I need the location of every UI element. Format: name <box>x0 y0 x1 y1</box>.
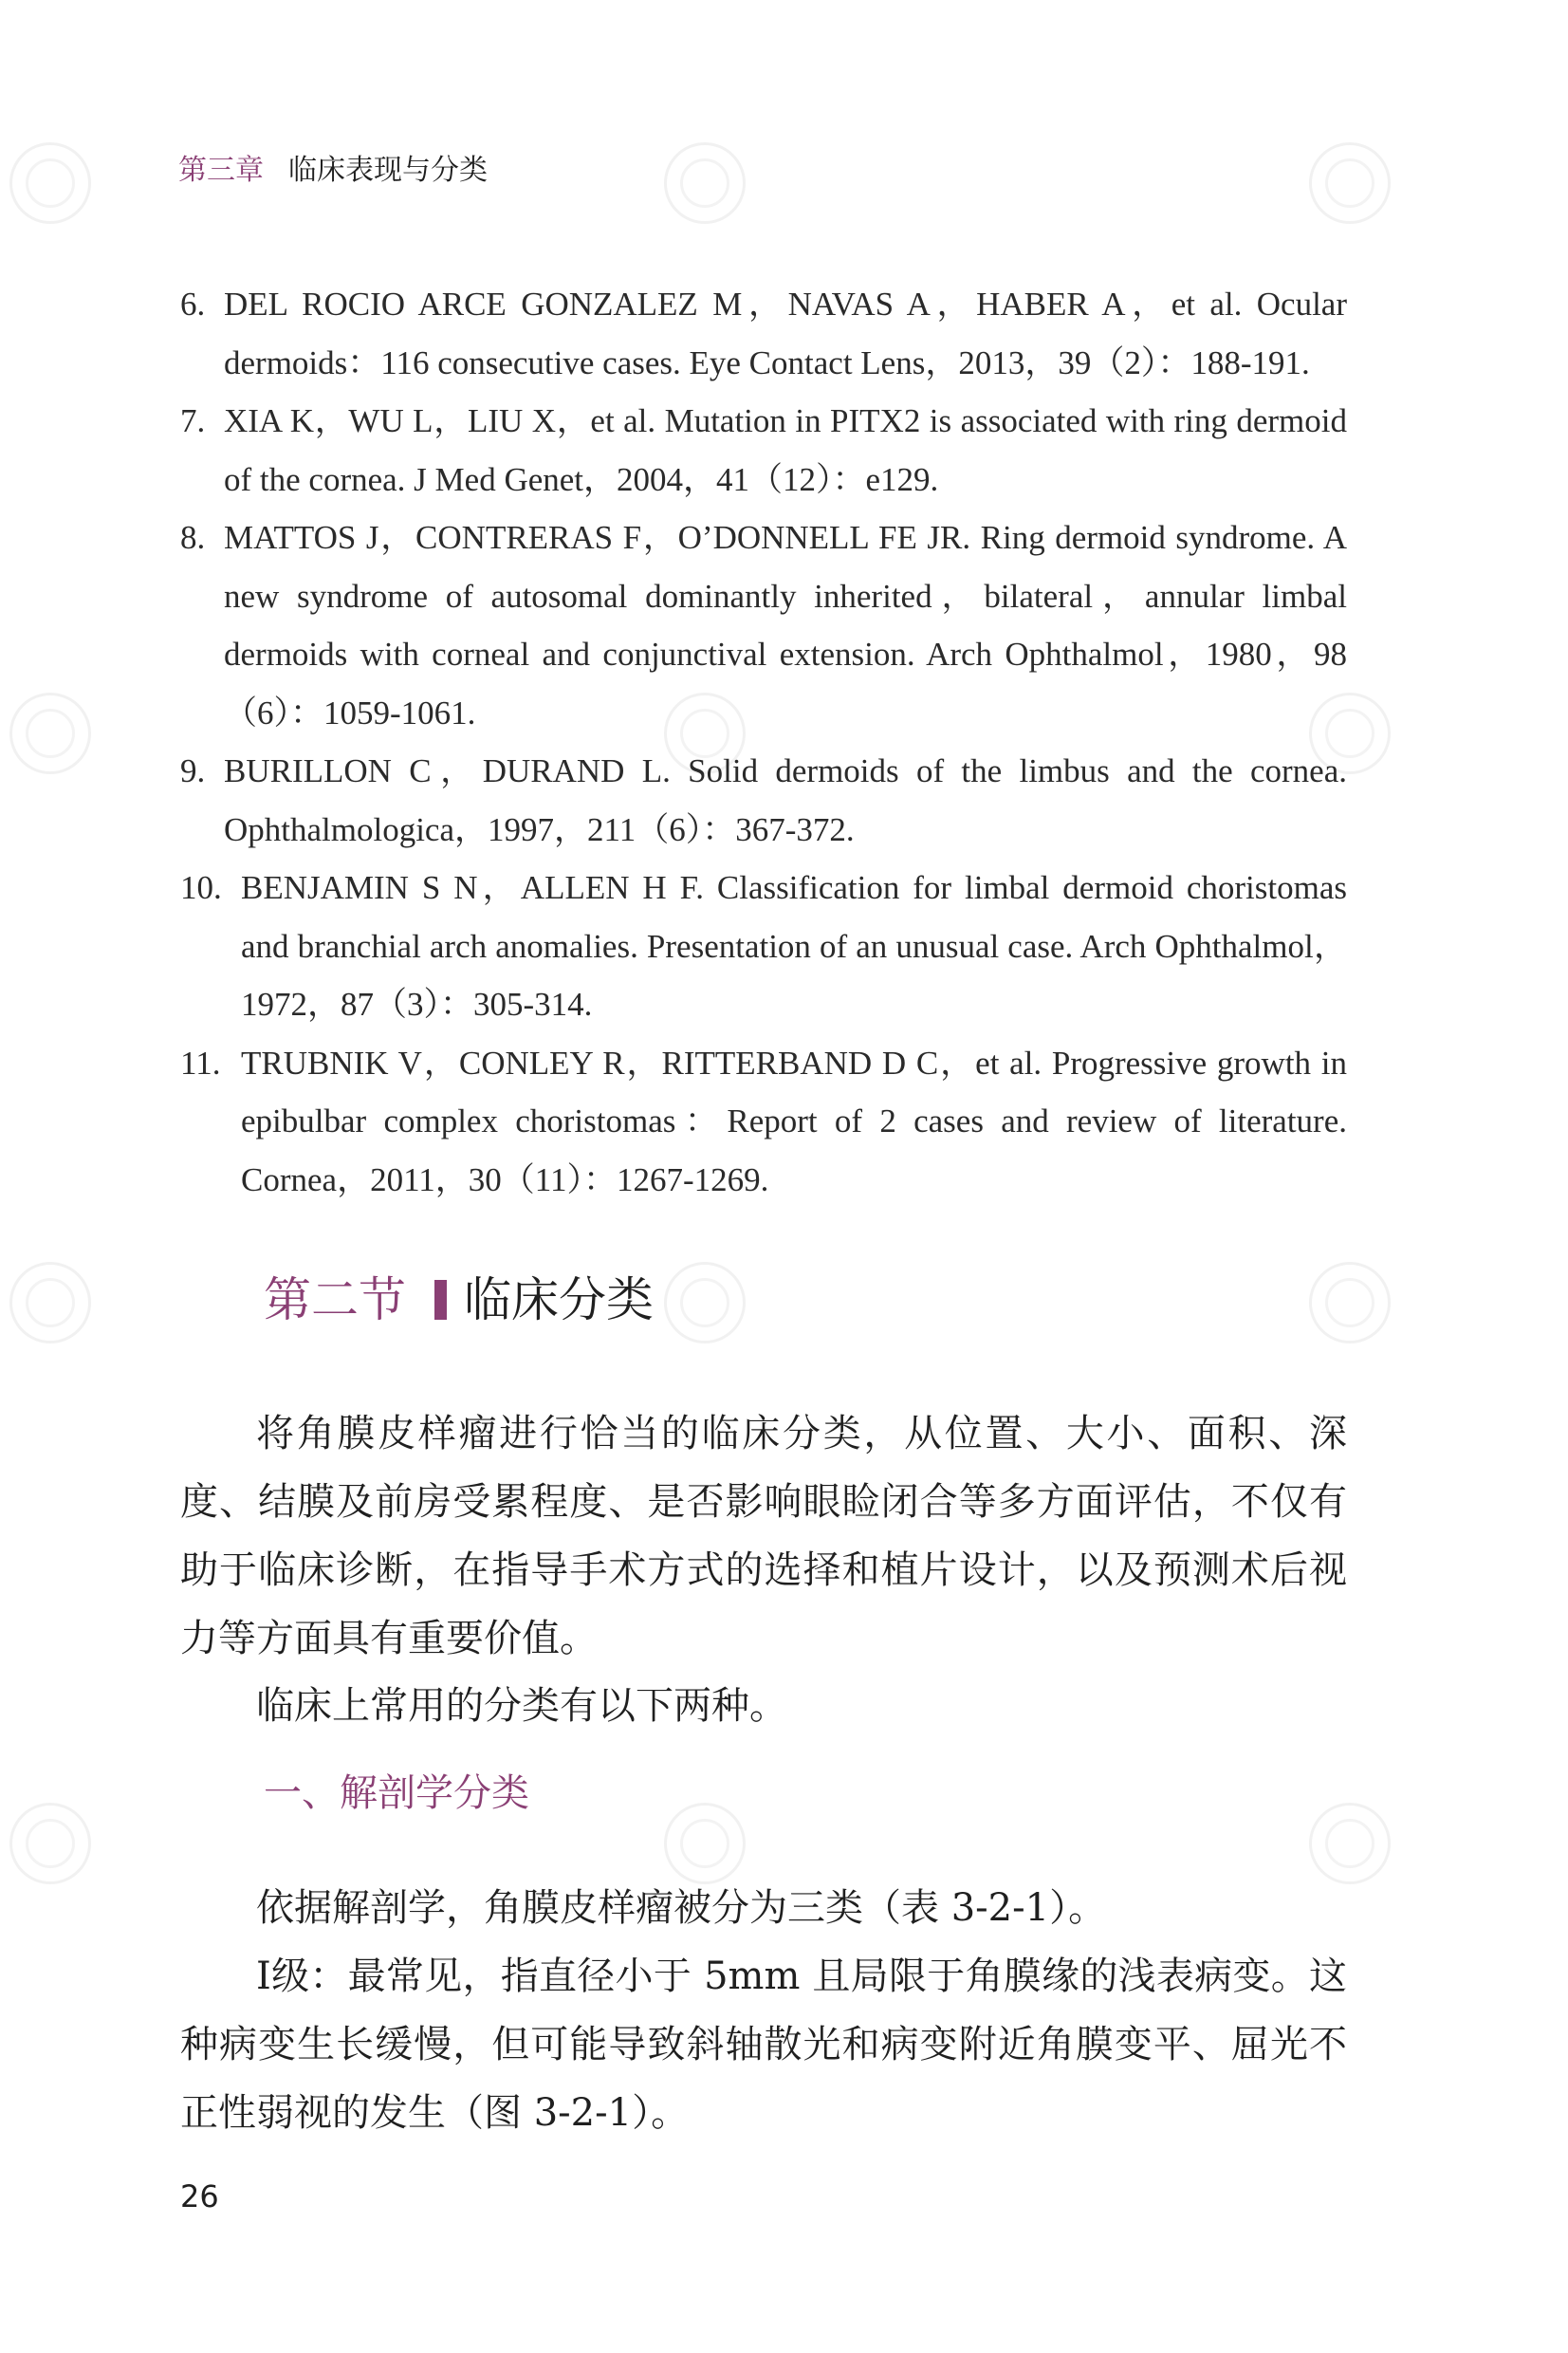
watermark-seal-icon <box>9 693 91 774</box>
watermark-seal-icon <box>1309 1262 1391 1343</box>
reference-item <box>180 1034 1347 1210</box>
chapter-title: 临床表现与分类 <box>288 154 488 187</box>
reference-number: 11. <box>180 1044 221 1082</box>
body-text-block <box>180 1399 1347 1673</box>
watermark-seal-icon <box>664 1803 746 1884</box>
paragraph: 临床上常用的分类有以下两种。 <box>256 1684 787 1728</box>
reference-number: 6. <box>180 286 206 323</box>
reference-text: MATTOS J，CONTRERAS F，O’DONNELL FE JR. Ring dermoid syndrome. A new syndrome of autosomal dominantly inherited，bilateral，annular limbal dermoids with corneal and conjunctival extension. Arch Ophthalmol，1980，98（6）：1059-1061. <box>224 519 1347 732</box>
watermark-seal-icon <box>1309 1803 1391 1884</box>
body-text-block <box>180 1874 1347 2147</box>
paragraph: 将角膜皮样瘤进行恰当的临床分类，从位置、大小、面积、深度、结膜及前房受累程度、是否影响眼睑闭合等多方面评估，不仅有助于临床诊断，在指导手术方式的选择和植片设计，以及预测术后视力等方面具有重要价值。 <box>180 1412 1347 1660</box>
reference-item <box>180 742 1347 859</box>
reference-text: DEL ROCIO ARCE GONZALEZ M，NAVAS A，HABER A，et al. Ocular dermoids：116 consecutive cases. Eye Contact Lens，2013，39（2）：188-191. <box>224 286 1347 381</box>
reference-number: 7. <box>180 402 206 439</box>
paragraph: Ⅰ级：最常见，指直径小于 5mm 且局限于角膜缘的浅表病变。这种病变生长缓慢，但可能导致斜轴散光和病变附近角膜变平、屈光不正性弱视的发生（图 3-2-1）。 <box>180 1955 1347 2135</box>
reference-item <box>180 509 1347 742</box>
reference-text: XIA K，WU L，LIU X，et al. Mutation in PITX2 is associated with ring dermoid of the cornea. J Med Genet，2004，41（12）：e129. <box>224 402 1347 498</box>
watermark-seal-icon <box>664 142 746 224</box>
paragraph: 依据解剖学，角膜皮样瘤被分为三类（表 3-2-1）。 <box>256 1886 1107 1930</box>
reference-text: BENJAMIN S N，ALLEN H F. Classification for limbal dermoid choristomas and branchial arch anomalies. Presentation of an unusual case. Arch Ophthalmol，1972，87（3）：305-314. <box>241 869 1347 1023</box>
watermark-seal-icon <box>9 142 91 224</box>
running-header <box>178 152 488 190</box>
section-divider-bar <box>434 1280 447 1320</box>
chapter-number: 第三章 <box>178 154 264 187</box>
subsection-heading: 一、解剖学分类 <box>264 1771 529 1815</box>
reference-number: 8. <box>180 519 206 556</box>
watermark-seal-icon <box>664 1262 746 1343</box>
section-title: 临床分类 <box>464 1272 654 1327</box>
reference-item <box>180 392 1347 509</box>
page-number: 26 <box>180 2178 219 2214</box>
reference-item <box>180 859 1347 1034</box>
reference-number: 9. <box>180 752 206 789</box>
reference-number: 10. <box>180 869 222 906</box>
reference-text: TRUBNIK V，CONLEY R，RITTERBAND D C，et al. Progressive growth in epibulbar complex choristomas：Report of 2 cases and review of literature. Cornea，2011，30（11）：1267-1269. <box>241 1044 1347 1198</box>
section-number: 第二节 <box>264 1272 406 1327</box>
watermark-seal-icon <box>1309 142 1391 224</box>
watermark-seal-icon <box>9 1262 91 1343</box>
reference-item <box>180 275 1347 392</box>
watermark-seal-icon <box>9 1803 91 1884</box>
section-heading <box>264 1267 654 1333</box>
reference-text: BURILLON C，DURAND L. Solid dermoids of the limbus and the cornea. Ophthalmologica，1997，211（6）：367-372. <box>224 752 1347 848</box>
reference-list <box>180 275 1347 1209</box>
body-text-block <box>180 1672 1347 1740</box>
